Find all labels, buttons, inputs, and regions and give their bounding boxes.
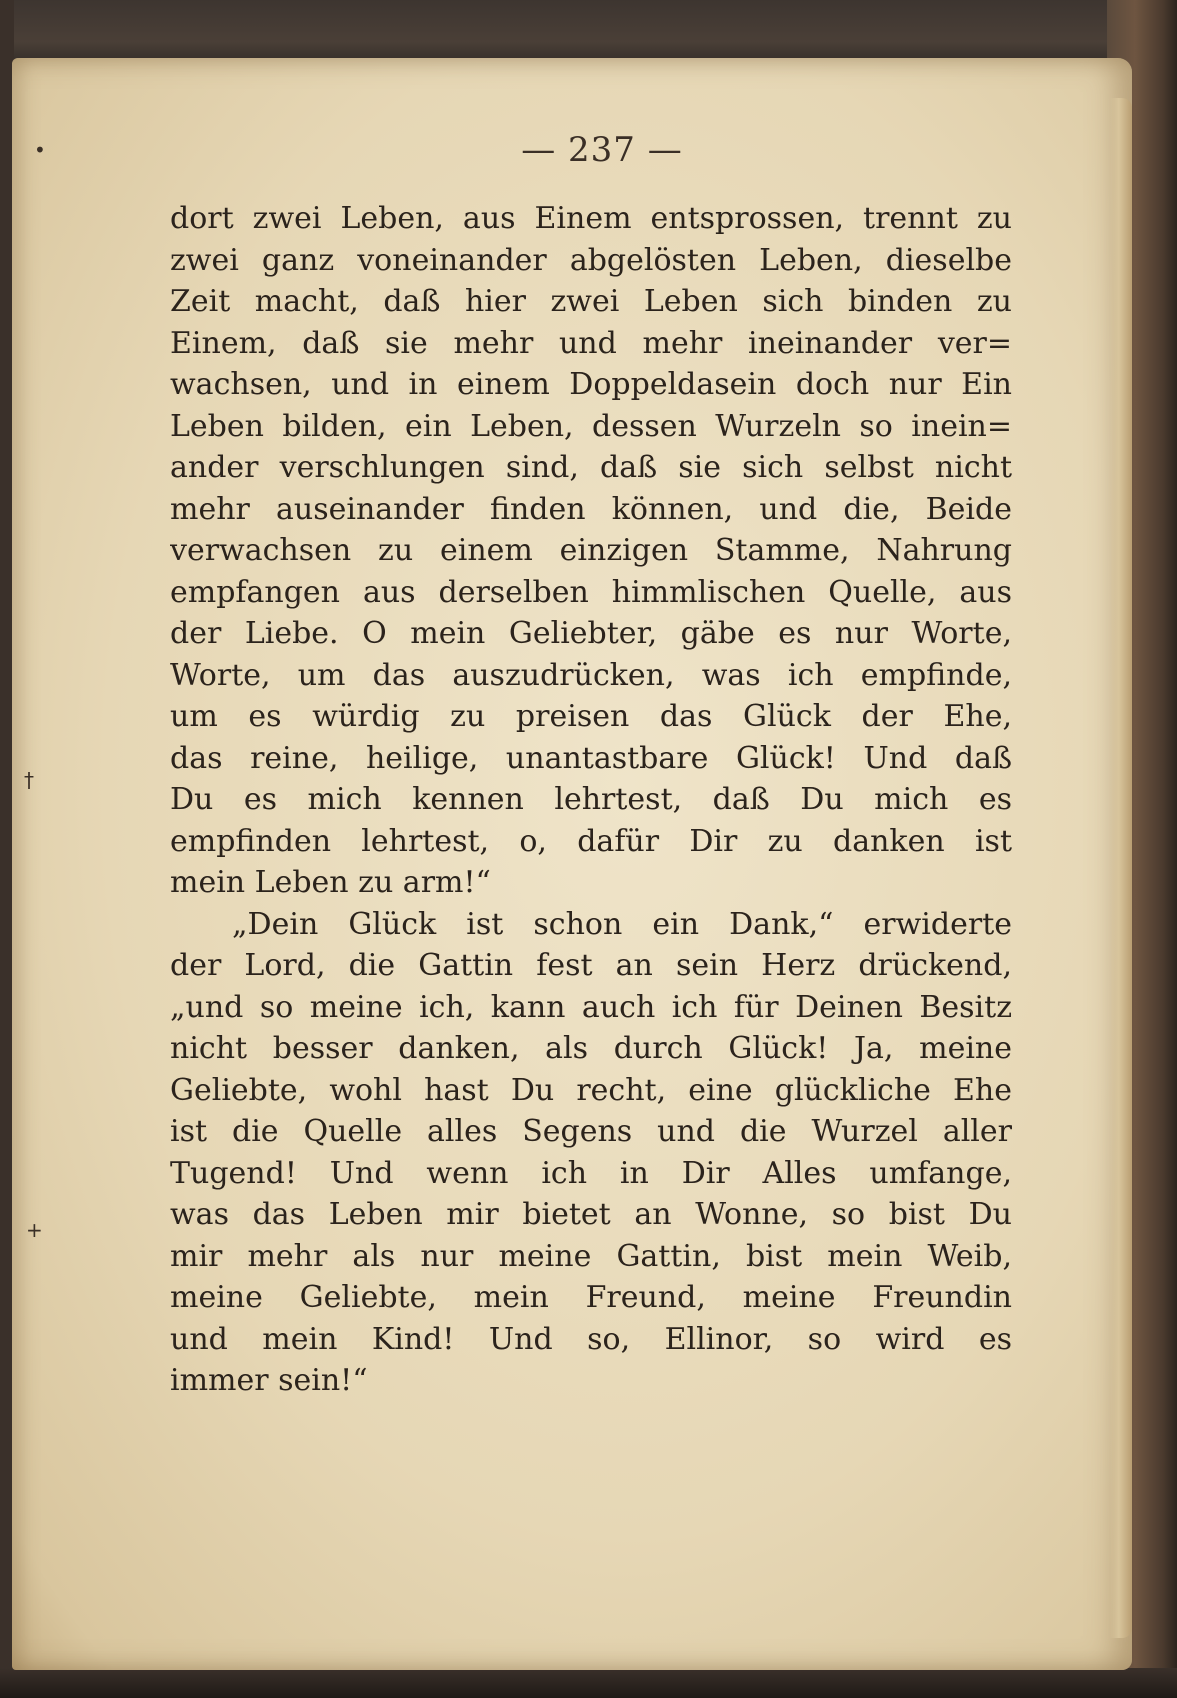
text-line: der Lord, die Gattin fest an sein Herz drückend, [170, 948, 1012, 983]
text-line: empfangen aus derselben himmlischen Quelle, aus [170, 574, 1012, 610]
text-line: und mein Kind! Und so, Ellinor, so wird es [170, 1321, 1012, 1357]
margin-speck: † [24, 768, 34, 792]
text-line: „und so meine ich, kann auch ich für Deinen Besitz [170, 989, 1012, 1025]
text-line: ander verschlungen sind, daß sie sich selbst nicht [170, 450, 1012, 485]
text-line: Tugend! Und wenn ich in Dir Alles umfange, [170, 1155, 1012, 1191]
text-line: dort zwei Leben, aus Einem entsprossen, trennt zu [170, 201, 1012, 236]
text-line: empfinden lehrtest, o, dafür Dir zu danken ist [170, 823, 1012, 859]
text-line: wachsen, und in einem Doppeldasein doch nur Ein [170, 367, 1012, 402]
text-line: immer sein!“ [170, 1363, 368, 1398]
text-line: was das Leben mir bietet an Wonne, so bist Du [170, 1197, 1012, 1232]
text-line: mein Leben zu arm!“ [170, 865, 491, 900]
text-line: um es würdig zu preisen das Glück der Ehe, [170, 699, 1012, 734]
text-line: Geliebte, wohl hast Du recht, eine glückliche Ehe [170, 1072, 1012, 1108]
page-number: — 237 — [521, 130, 683, 170]
text-line: der Liebe. O mein Geliebter, gäbe es nur Worte, [170, 616, 1012, 651]
margin-speck: + [26, 1218, 43, 1242]
body-text [170, 198, 1012, 1402]
text-line: Du es mich kennen lehrtest, daß Du mich es [170, 782, 1012, 817]
page-edge [1110, 98, 1132, 1638]
text-line: meine Geliebte, mein Freund, meine Freundin [170, 1280, 1012, 1315]
margin-speck: • [34, 138, 46, 162]
text-line: ist die Quelle alles Segens und die Wurzel aller [170, 1114, 1012, 1149]
text-line: verwachsen zu einem einzigen Stamme, Nahrung [170, 533, 1012, 568]
text-line: Worte, um das auszudrücken, was ich empfinde, [170, 657, 1012, 693]
text-line: mehr auseinander finden können, und die, Beide [170, 491, 1012, 527]
book-binding-bottom [0, 1668, 1177, 1698]
book-page [12, 58, 1132, 1670]
text-line: das reine, heilige, unantastbare Glück! Und daß [170, 740, 1012, 776]
text-line: nicht besser danken, als durch Glück! Ja, meine [170, 1031, 1012, 1066]
text-line: Einem, daß sie mehr und mehr ineinander ver= [170, 325, 1012, 361]
text-line: mir mehr als nur meine Gattin, bist mein Weib, [170, 1238, 1012, 1274]
text-line: Leben bilden, ein Leben, dessen Wurzeln so inein= [170, 408, 1012, 444]
text-line: zwei ganz voneinander abgelösten Leben, dieselbe [170, 242, 1012, 278]
text-line: „Dein Glück ist schon ein Dank,“ erwiderte [232, 906, 1012, 942]
text-line: Zeit macht, daß hier zwei Leben sich binden zu [170, 284, 1012, 319]
